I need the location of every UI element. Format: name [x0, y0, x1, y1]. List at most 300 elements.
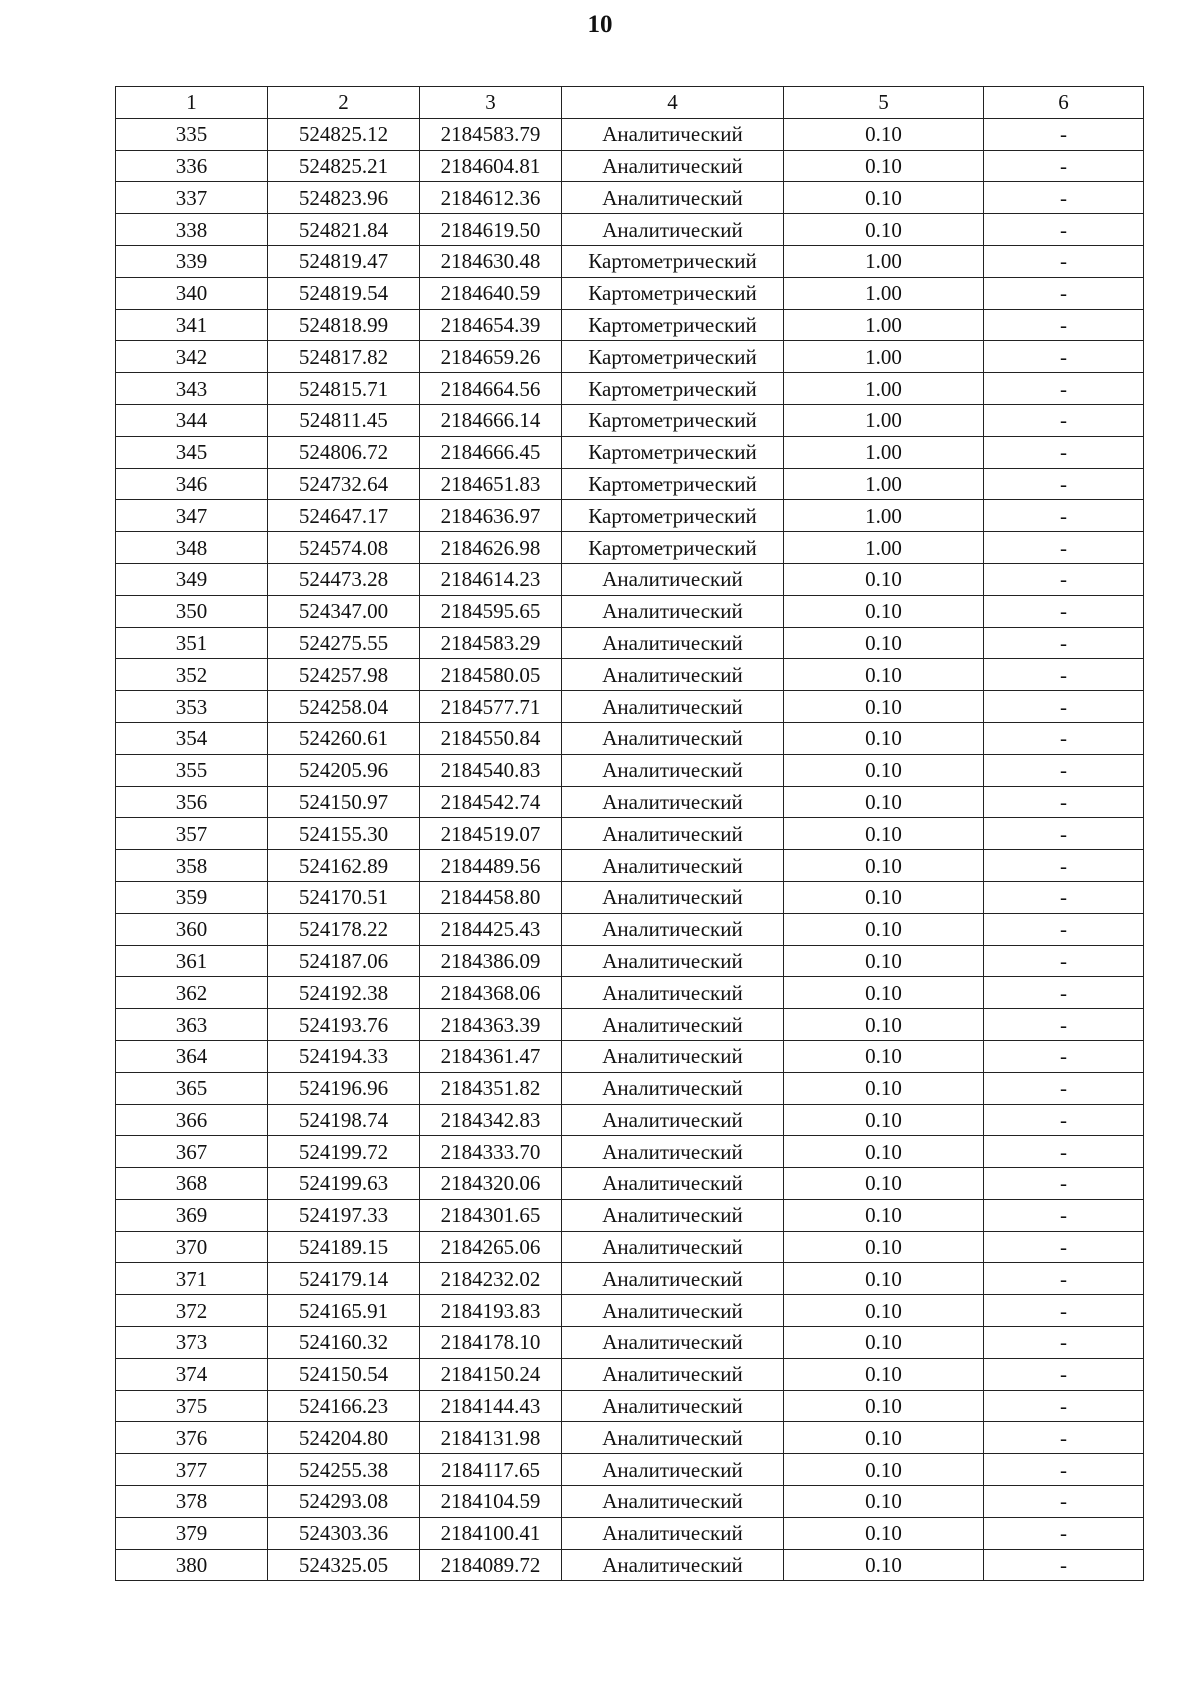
table-cell: 2184363.39 [420, 1009, 562, 1041]
table-cell: 345 [116, 436, 268, 468]
table-cell: Аналитический [562, 595, 784, 627]
table-cell: - [984, 214, 1144, 246]
table-cell: 524647.17 [268, 500, 420, 532]
table-cell: 2184630.48 [420, 245, 562, 277]
table-cell: 373 [116, 1327, 268, 1359]
table-cell: - [984, 945, 1144, 977]
table-cell: Аналитический [562, 1454, 784, 1486]
table-cell: 2184265.06 [420, 1231, 562, 1263]
table-cell: 524293.08 [268, 1486, 420, 1518]
table-row [116, 1231, 1144, 1263]
table-cell: - [984, 1327, 1144, 1359]
table-cell: 524150.97 [268, 786, 420, 818]
table-cell: 2184089.72 [420, 1549, 562, 1581]
table-cell: 524260.61 [268, 722, 420, 754]
table-cell: 342 [116, 341, 268, 373]
table-cell: 524821.84 [268, 214, 420, 246]
table-row [116, 532, 1144, 564]
table-cell: 524258.04 [268, 691, 420, 723]
table-cell: 0.10 [784, 913, 984, 945]
table-cell: 0.10 [784, 1358, 984, 1390]
table-cell: 2184458.80 [420, 881, 562, 913]
table-row [116, 945, 1144, 977]
table-cell: - [984, 1104, 1144, 1136]
table-cell: - [984, 595, 1144, 627]
table-cell: - [984, 532, 1144, 564]
table-cell: Аналитический [562, 1358, 784, 1390]
table-cell: 0.10 [784, 1295, 984, 1327]
table-cell: 353 [116, 691, 268, 723]
table-cell: 362 [116, 977, 268, 1009]
table-cell: 2184595.65 [420, 595, 562, 627]
table-cell: 1.00 [784, 532, 984, 564]
table-cell: 343 [116, 373, 268, 405]
table-cell: 1.00 [784, 468, 984, 500]
table-cell: 524303.36 [268, 1517, 420, 1549]
table-cell: 2184664.56 [420, 373, 562, 405]
table-cell: 2184351.82 [420, 1072, 562, 1104]
table-cell: Картометрический [562, 404, 784, 436]
table-cell: 524178.22 [268, 913, 420, 945]
table-row [116, 1040, 1144, 1072]
table-row [116, 563, 1144, 595]
table-cell: 524199.63 [268, 1168, 420, 1200]
table-cell: 0.10 [784, 182, 984, 214]
table-cell: 349 [116, 563, 268, 595]
table-cell: 367 [116, 1136, 268, 1168]
table-cell: 2184626.98 [420, 532, 562, 564]
table-cell: 2184614.23 [420, 563, 562, 595]
table-row [116, 1358, 1144, 1390]
table-cell: 364 [116, 1040, 268, 1072]
table-cell: 2184519.07 [420, 818, 562, 850]
table-row [116, 373, 1144, 405]
table-row [116, 182, 1144, 214]
table-cell: Аналитический [562, 913, 784, 945]
table-cell: 374 [116, 1358, 268, 1390]
table-cell: - [984, 1199, 1144, 1231]
table-cell: 0.10 [784, 881, 984, 913]
table-cell: 2184368.06 [420, 977, 562, 1009]
table-cell: 0.10 [784, 1549, 984, 1581]
table-cell: 0.10 [784, 1009, 984, 1041]
table-cell: 0.10 [784, 691, 984, 723]
table-cell: 524255.38 [268, 1454, 420, 1486]
table-row [116, 1104, 1144, 1136]
table-cell: 0.10 [784, 850, 984, 882]
table-cell: 524825.21 [268, 150, 420, 182]
table-cell: 376 [116, 1422, 268, 1454]
table-cell: - [984, 977, 1144, 1009]
table-cell: 524160.32 [268, 1327, 420, 1359]
table-cell: 524170.51 [268, 881, 420, 913]
table-cell: 524823.96 [268, 182, 420, 214]
table-cell: 524162.89 [268, 850, 420, 882]
table-row [116, 818, 1144, 850]
table-cell: - [984, 1422, 1144, 1454]
table-cell: Аналитический [562, 786, 784, 818]
table-cell: 524732.64 [268, 468, 420, 500]
table-cell: 354 [116, 722, 268, 754]
table-cell: Аналитический [562, 1422, 784, 1454]
table-cell: 335 [116, 118, 268, 150]
table-row [116, 1136, 1144, 1168]
table-cell: - [984, 1009, 1144, 1041]
table-cell: 0.10 [784, 786, 984, 818]
table-cell: 524193.76 [268, 1009, 420, 1041]
table-cell: 524806.72 [268, 436, 420, 468]
table-cell: Картометрический [562, 532, 784, 564]
table-cell: 0.10 [784, 659, 984, 691]
table-cell: 368 [116, 1168, 268, 1200]
table-row [116, 1263, 1144, 1295]
table-cell: 350 [116, 595, 268, 627]
table-cell: 1.00 [784, 277, 984, 309]
table-cell: 524150.54 [268, 1358, 420, 1390]
table-row [116, 500, 1144, 532]
column-header: 1 [116, 87, 268, 119]
table-cell: 0.10 [784, 1040, 984, 1072]
table-cell: - [984, 500, 1144, 532]
table-cell: 358 [116, 850, 268, 882]
table-row [116, 341, 1144, 373]
table-cell: 2184178.10 [420, 1327, 562, 1359]
table-cell: 2184361.47 [420, 1040, 562, 1072]
table-row [116, 1549, 1144, 1581]
table-cell: 0.10 [784, 214, 984, 246]
table-cell: - [984, 1040, 1144, 1072]
table-cell: 2184540.83 [420, 754, 562, 786]
table-cell: 524819.47 [268, 245, 420, 277]
table-cell: 371 [116, 1263, 268, 1295]
table-cell: 0.10 [784, 1454, 984, 1486]
table-cell: 1.00 [784, 309, 984, 341]
table-cell: 0.10 [784, 945, 984, 977]
table-cell: 0.10 [784, 1422, 984, 1454]
table-cell: 2184612.36 [420, 182, 562, 214]
table-cell: Аналитический [562, 818, 784, 850]
table-cell: 2184489.56 [420, 850, 562, 882]
column-header: 4 [562, 87, 784, 119]
table-cell: Картометрический [562, 500, 784, 532]
column-header: 6 [984, 87, 1144, 119]
table-cell: 348 [116, 532, 268, 564]
table-cell: - [984, 563, 1144, 595]
table-cell: - [984, 1136, 1144, 1168]
table-cell: 0.10 [784, 722, 984, 754]
table-cell: 0.10 [784, 1104, 984, 1136]
table-cell: 2184550.84 [420, 722, 562, 754]
table-cell: 2184144.43 [420, 1390, 562, 1422]
table-cell: - [984, 150, 1144, 182]
table-cell: - [984, 309, 1144, 341]
table-cell: 2184100.41 [420, 1517, 562, 1549]
table-cell: 524818.99 [268, 309, 420, 341]
table-cell: - [984, 659, 1144, 691]
table-cell: 524325.05 [268, 1549, 420, 1581]
table-cell: Аналитический [562, 627, 784, 659]
table-cell: 0.10 [784, 1517, 984, 1549]
table-cell: Аналитический [562, 1517, 784, 1549]
table-cell: 357 [116, 818, 268, 850]
table-cell: 524347.00 [268, 595, 420, 627]
table-cell: 524192.38 [268, 977, 420, 1009]
table-cell: 2184542.74 [420, 786, 562, 818]
table-cell: Картометрический [562, 436, 784, 468]
table-cell: 379 [116, 1517, 268, 1549]
table-cell: 0.10 [784, 1072, 984, 1104]
table-header-row [116, 87, 1144, 119]
table-row [116, 595, 1144, 627]
table-cell: Картометрический [562, 468, 784, 500]
table-cell: 370 [116, 1231, 268, 1263]
table-cell: - [984, 1168, 1144, 1200]
table-cell: Аналитический [562, 1199, 784, 1231]
table-cell: Аналитический [562, 1295, 784, 1327]
table-row [116, 436, 1144, 468]
table-cell: Аналитический [562, 1263, 784, 1295]
table-cell: 366 [116, 1104, 268, 1136]
table-cell: - [984, 404, 1144, 436]
table-cell: 1.00 [784, 500, 984, 532]
page-number: 10 [587, 11, 613, 38]
table-row [116, 245, 1144, 277]
table-cell: 1.00 [784, 373, 984, 405]
table-cell: 524165.91 [268, 1295, 420, 1327]
table-row [116, 1486, 1144, 1518]
table-cell: 2184333.70 [420, 1136, 562, 1168]
table-cell: 377 [116, 1454, 268, 1486]
table-cell: 524155.30 [268, 818, 420, 850]
table-cell: 524179.14 [268, 1263, 420, 1295]
table-cell: 0.10 [784, 1136, 984, 1168]
table-cell: 0.10 [784, 1168, 984, 1200]
table-cell: 2184425.43 [420, 913, 562, 945]
table-cell: - [984, 1517, 1144, 1549]
table-cell: Аналитический [562, 214, 784, 246]
table-cell: 372 [116, 1295, 268, 1327]
table-cell: 359 [116, 881, 268, 913]
table-row [116, 722, 1144, 754]
table-cell: 378 [116, 1486, 268, 1518]
table-row [116, 309, 1144, 341]
table-row [116, 404, 1144, 436]
table-cell: Аналитический [562, 182, 784, 214]
table-cell: Аналитический [562, 945, 784, 977]
table-cell: 0.10 [784, 1390, 984, 1422]
table-cell: 0.10 [784, 595, 984, 627]
table-cell: Картометрический [562, 309, 784, 341]
table-cell: 524194.33 [268, 1040, 420, 1072]
table-cell: - [984, 341, 1144, 373]
table-cell: 346 [116, 468, 268, 500]
table-cell: 337 [116, 182, 268, 214]
table-cell: - [984, 1072, 1144, 1104]
table-cell: - [984, 786, 1144, 818]
table-cell: 524197.33 [268, 1199, 420, 1231]
table-body [116, 87, 1144, 1581]
table-cell: - [984, 468, 1144, 500]
table-row [116, 214, 1144, 246]
table-cell: - [984, 691, 1144, 723]
table-cell: - [984, 1390, 1144, 1422]
table-cell: 0.10 [784, 627, 984, 659]
table-cell: 2184117.65 [420, 1454, 562, 1486]
table-cell: 2184104.59 [420, 1486, 562, 1518]
table-cell: 524187.06 [268, 945, 420, 977]
table-cell: 0.10 [784, 977, 984, 1009]
table-cell: 356 [116, 786, 268, 818]
table-cell: - [984, 436, 1144, 468]
table-cell: Аналитический [562, 1104, 784, 1136]
table-cell: 352 [116, 659, 268, 691]
table-cell: 2184301.65 [420, 1199, 562, 1231]
table-cell: - [984, 182, 1144, 214]
table-cell: Аналитический [562, 1486, 784, 1518]
table-row [116, 850, 1144, 882]
table-cell: 363 [116, 1009, 268, 1041]
table-cell: Аналитический [562, 850, 784, 882]
table-row [116, 118, 1144, 150]
table-cell: 1.00 [784, 436, 984, 468]
table-row [116, 1517, 1144, 1549]
table-cell: 524817.82 [268, 341, 420, 373]
column-header: 3 [420, 87, 562, 119]
table-cell: 524473.28 [268, 563, 420, 595]
table-cell: 0.10 [784, 1231, 984, 1263]
table-cell: 2184640.59 [420, 277, 562, 309]
table-row [116, 881, 1144, 913]
table-cell: - [984, 1263, 1144, 1295]
table-cell: 347 [116, 500, 268, 532]
table-cell: Аналитический [562, 118, 784, 150]
table-row [116, 1009, 1144, 1041]
table-cell: 360 [116, 913, 268, 945]
table-cell: Аналитический [562, 881, 784, 913]
table-cell: 2184232.02 [420, 1263, 562, 1295]
table-cell: 524819.54 [268, 277, 420, 309]
table-row [116, 1327, 1144, 1359]
table-cell: 1.00 [784, 404, 984, 436]
table-cell: 524825.12 [268, 118, 420, 150]
table-cell: Аналитический [562, 1009, 784, 1041]
table-cell: Картометрический [562, 341, 784, 373]
table-cell: - [984, 722, 1144, 754]
table-cell: - [984, 277, 1144, 309]
table-cell: Аналитический [562, 1549, 784, 1581]
table-cell: 2184580.05 [420, 659, 562, 691]
table-cell: - [984, 118, 1144, 150]
table-cell: 2184654.39 [420, 309, 562, 341]
table-cell: Картометрический [562, 373, 784, 405]
table-cell: 524574.08 [268, 532, 420, 564]
table-cell: - [984, 850, 1144, 882]
table-row [116, 1295, 1144, 1327]
table-cell: 2184131.98 [420, 1422, 562, 1454]
table-cell: 336 [116, 150, 268, 182]
table-cell: - [984, 373, 1144, 405]
table-cell: 2184342.83 [420, 1104, 562, 1136]
table-cell: 339 [116, 245, 268, 277]
table-cell: - [984, 1549, 1144, 1581]
table-cell: 0.10 [784, 150, 984, 182]
table-cell: Картометрический [562, 245, 784, 277]
table-cell: 2184577.71 [420, 691, 562, 723]
table-cell: 524275.55 [268, 627, 420, 659]
table-cell: 2184386.09 [420, 945, 562, 977]
table-cell: Картометрический [562, 277, 784, 309]
table-cell: 338 [116, 214, 268, 246]
table-row [116, 1422, 1144, 1454]
table-cell: 1.00 [784, 341, 984, 373]
table-cell: 2184636.97 [420, 500, 562, 532]
coordinates-table [115, 86, 1144, 1581]
table-cell: 524205.96 [268, 754, 420, 786]
table-cell: 375 [116, 1390, 268, 1422]
table-cell: 524815.71 [268, 373, 420, 405]
table-cell: 0.10 [784, 1486, 984, 1518]
table-cell: - [984, 913, 1144, 945]
table-cell: Аналитический [562, 1072, 784, 1104]
table-cell: - [984, 1454, 1144, 1486]
table-cell: 365 [116, 1072, 268, 1104]
table-row [116, 977, 1144, 1009]
table-cell: 2184583.29 [420, 627, 562, 659]
table-cell: - [984, 245, 1144, 277]
table-cell: - [984, 1295, 1144, 1327]
table-cell: 524204.80 [268, 1422, 420, 1454]
table-row [116, 659, 1144, 691]
table-cell: 524166.23 [268, 1390, 420, 1422]
table-cell: Аналитический [562, 1327, 784, 1359]
table-cell: Аналитический [562, 563, 784, 595]
table-cell: 2184659.26 [420, 341, 562, 373]
table-cell: 2184666.14 [420, 404, 562, 436]
table-cell: 2184150.24 [420, 1358, 562, 1390]
table-cell: 524257.98 [268, 659, 420, 691]
table-cell: 524811.45 [268, 404, 420, 436]
table-cell: 380 [116, 1549, 268, 1581]
column-header: 5 [784, 87, 984, 119]
table-cell: Аналитический [562, 977, 784, 1009]
table-cell: 2184604.81 [420, 150, 562, 182]
table-row [116, 277, 1144, 309]
table-row [116, 150, 1144, 182]
table-row [116, 1072, 1144, 1104]
table-cell: 0.10 [784, 563, 984, 595]
table-cell: - [984, 1486, 1144, 1518]
table-cell: - [984, 627, 1144, 659]
table-cell: Аналитический [562, 1390, 784, 1422]
table-row [116, 786, 1144, 818]
table-cell: - [984, 881, 1144, 913]
table-cell: Аналитический [562, 754, 784, 786]
table-cell: 2184666.45 [420, 436, 562, 468]
table-row [116, 691, 1144, 723]
table-row [116, 468, 1144, 500]
table-cell: 2184619.50 [420, 214, 562, 246]
table-cell: 344 [116, 404, 268, 436]
table-cell: 355 [116, 754, 268, 786]
table-cell: Аналитический [562, 1231, 784, 1263]
table-row [116, 1454, 1144, 1486]
table-cell: 0.10 [784, 754, 984, 786]
table-cell: 0.10 [784, 118, 984, 150]
table-cell: 524198.74 [268, 1104, 420, 1136]
table-cell: 340 [116, 277, 268, 309]
table-cell: 524199.72 [268, 1136, 420, 1168]
table-row [116, 1199, 1144, 1231]
